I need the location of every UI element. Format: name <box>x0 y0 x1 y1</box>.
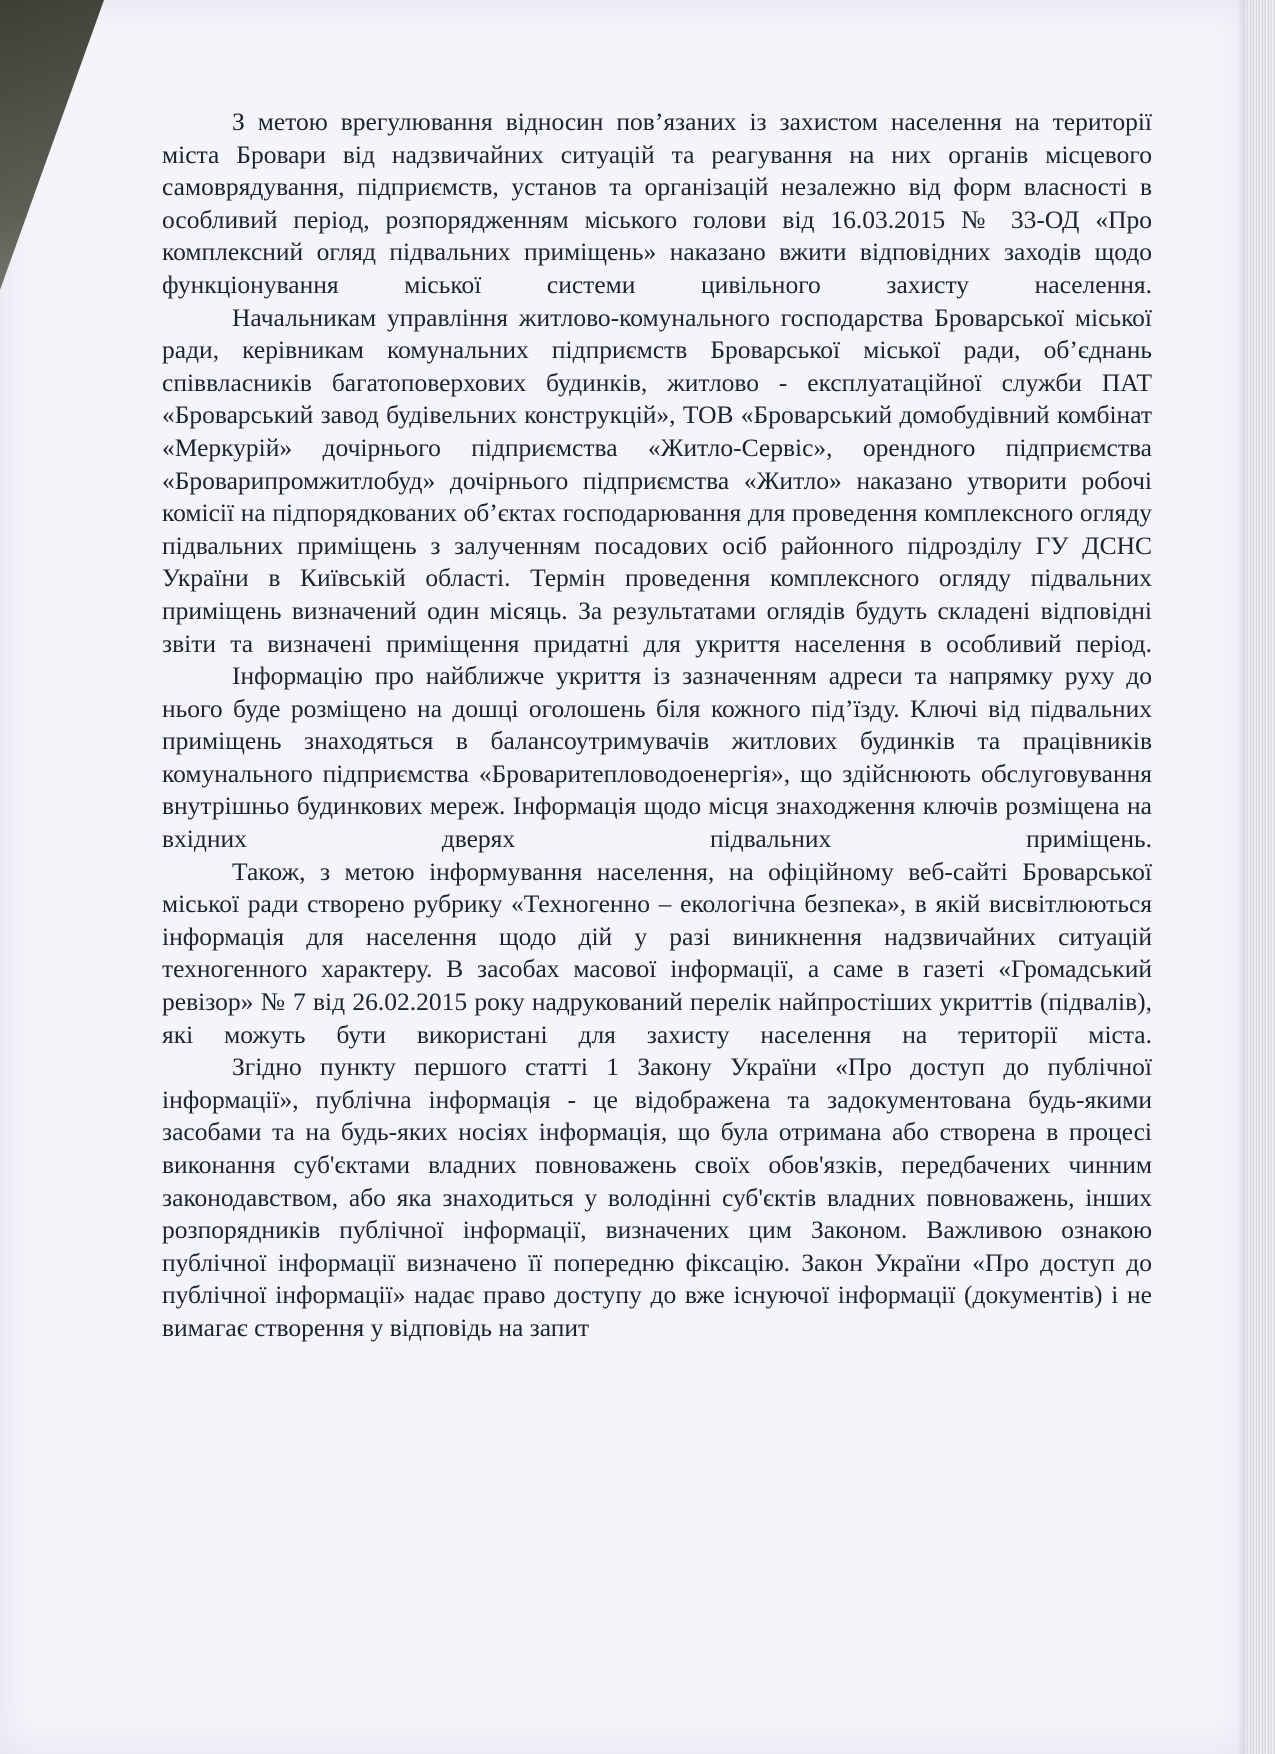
page-edge-stack <box>1245 0 1275 1754</box>
paragraph-decree: З метою врегулювання відносин пов’язаних із захистом населення на території міста Бровари від надзвичайних ситуацій та реагування на них органів місцевого самоврядування, підприємств, установ та організацій незалежно від форм власності в особливий період, розпорядженням міського голови від 16.03.2015 № 33-ОД «Про комплексний огляд підвальних приміщень» наказано вжити відповідних заходів щодо функціонування міської системи цивільного захисту населення. <box>162 107 1152 299</box>
paragraph-media: Також, з метою інформування населення, на офіційному веб-сайті Броварської міської ради створено рубрику «Техногенно – екологічна безпека», в якій висвітлюються інформація для населення щодо дій у разі виникнення надзвичайних ситуацій техногенного характеру. В засобах масової інформації, а саме в газеті «Громадський ревізор» № 7 від 26.02.2015 року надрукований перелік найпростіших укриттів (підвалів), які можуть бути використані для захисту населення на території міста. <box>162 856 1152 1049</box>
paragraph-commissions: Начальникам управління житлово-комунального господарства Броварської міської ради, керівникам комунальних підприємств Броварської міської ради, об’єднань співвласників багатоповерхових будинків, житлово - експлуатаційної служби ПАТ «Броварський завод будівельних конструкцій», ТОВ «Броварський домобудівний комбінат «Меркурій» дочірнього підприємства «Житло-Сервіс», орендного підприємства «Броварипромжитлобуд» дочірнього підприємства «Житло» наказано утворити робочі комісії на підпорядкованих об’єктах господарювання для проведення комплексного огляду підвальних приміщень з залученням посадових осіб районного підрозділу ГУ ДСНС України в Київській області. Термін проведення комплексного огляду підвальних приміщень визначений один місяць. За результатами оглядів будуть складені відповідні звіти та визначені приміщення придатні для укриття населення в особливий період. <box>162 302 1152 658</box>
paragraph-shelter-info: Інформацію про найближче укриття із зазначенням адреси та напрямку руху до нього буде розміщено на дошці оголошень біля кожного під’їзду. Ключі від підвальних приміщень знаходяться в балансоутримувачів житлових будинків та працівників комунального підприємства «Броваритепловодоенергія», що здійснюють обслуговування внутрішньо будинкових мереж. Інформація щодо місця знаходження ключів розміщена на вхідних дверях підвальних приміщень. <box>162 661 1152 854</box>
document-body <box>162 106 1152 1345</box>
paragraph-public-info-law: Згідно пункту першого статті 1 Закону України «Про доступ до публічної інформації», публічна інформація - це відображена та задокументована будь-якими засобами та на будь-яких носіях інформація, що була отримана або створена в процесі виконання суб'єктами владних повноважень своїх обов'язків, передбачених чинним законодавством, або яка знаходиться у володінні суб'єктів владних повноважень, інших розпорядників публічної інформації, визначених цим Законом. Важливою ознакою публічної інформації визначено її попередню фіксацію. Закон України «Про доступ до публічної інформації» надає право доступу до вже існуючої інформації (документів) і не вимагає створення у відповідь на запит <box>162 1052 1152 1342</box>
